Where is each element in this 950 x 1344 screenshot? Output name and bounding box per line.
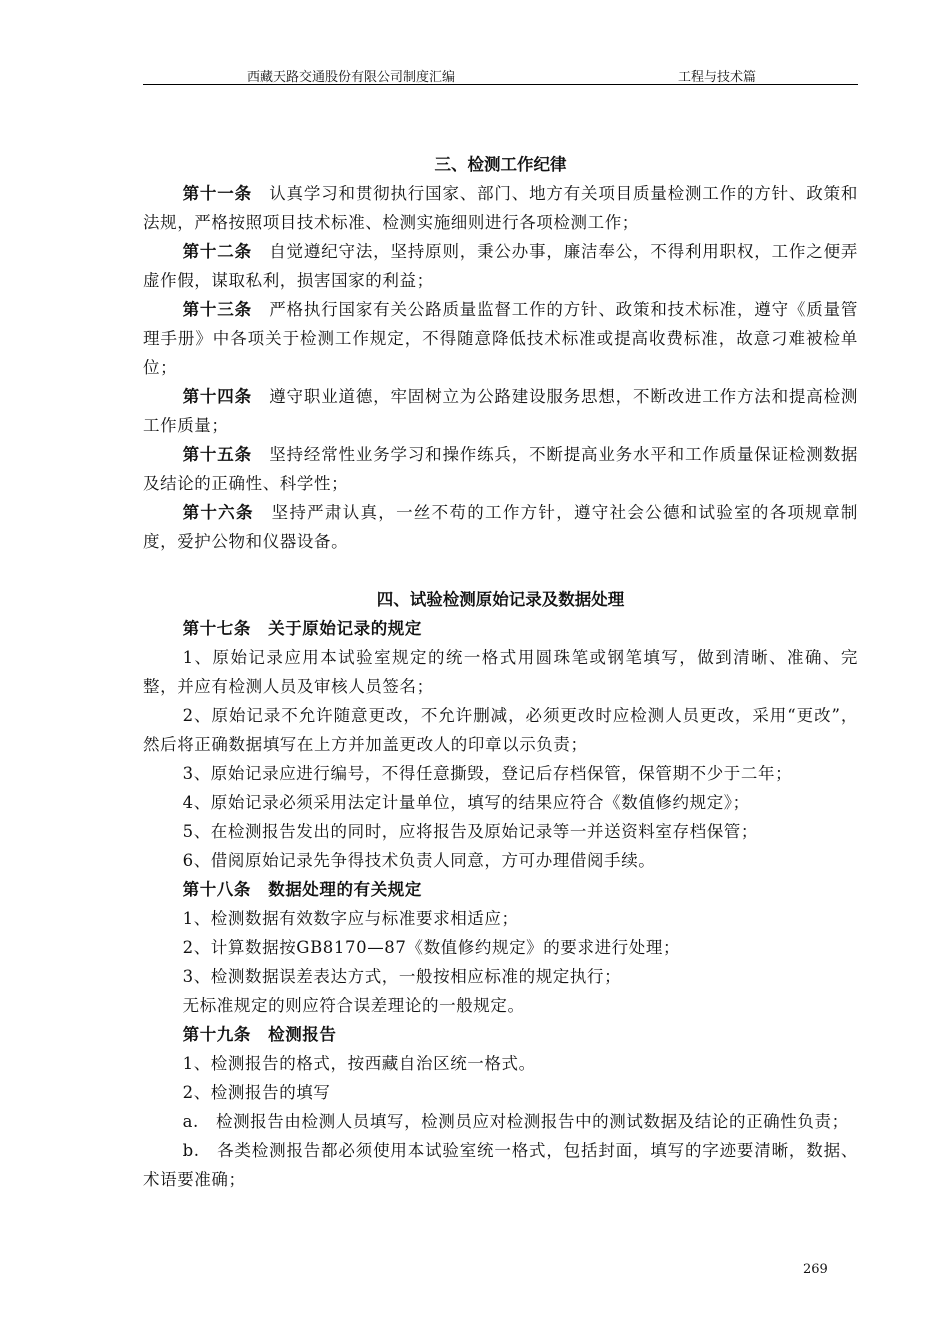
article-label: 第十一条 xyxy=(182,184,252,203)
article-17-item: 1、原始记录应用本试验室规定的统一格式用圆珠笔或钢笔填写，做到清晰、准确、完整，并应有检测人员及审核人员签名； xyxy=(143,648,858,696)
article-19-item: b. 各类检测报告都必须使用本试验室统一格式，包括封面，填写的字迹要清晰，数据、术语要准确； xyxy=(143,1141,858,1189)
article-19-title: 第十九条 检测报告 xyxy=(182,1025,337,1044)
article-18-item: 无标准规定的则应符合误差理论的一般规定。 xyxy=(182,996,525,1015)
article-label: 第十五条 xyxy=(182,445,252,464)
article-12 xyxy=(143,237,858,295)
article-15 xyxy=(143,440,858,498)
article-text: 严格执行国家有关公路质量监督工作的方针、政策和技术标准，遵守《质量管理手册》中各项关于检测工作规定，不得随意降低技术标准或提高收费标准，故意刁难被检单位； xyxy=(143,300,858,377)
article-text: 自觉遵纪守法，坚持原则，秉公办事，廉洁奉公，不得利用职权，工作之便弄虚作假，谋取私利，损害国家的利益； xyxy=(143,242,858,290)
article-text: 认真学习和贯彻执行国家、部门、地方有关项目质量检测工作的方针、政策和法规，严格按照项目技术标准、检测实施细则进行各项检测工作； xyxy=(143,184,858,232)
article-18-item: 3、检测数据误差表达方式，一般按相应标准的规定执行； xyxy=(182,967,622,986)
article-18-item: 2、计算数据按GB8170—87《数值修约规定》的要求进行处理； xyxy=(182,938,681,957)
page-content xyxy=(143,150,858,1194)
header-section: 工程与技术篇 xyxy=(678,70,757,85)
article-11 xyxy=(143,179,858,237)
page-number: 269 xyxy=(803,1262,828,1277)
article-19-item: 1、检测报告的格式，按西藏自治区统一格式。 xyxy=(182,1054,536,1073)
article-19-item: a. 检测报告由检测人员填写，检测员应对检测报告中的测试数据及结论的正确性负责； xyxy=(182,1112,849,1131)
section3-title: 三、检测工作纪律 xyxy=(434,155,567,174)
article-14 xyxy=(143,382,858,440)
article-18-item: 1、检测数据有效数字应与标准要求相适应； xyxy=(182,909,519,928)
article-17-item: 6、借阅原始记录先争得技术负责人同意，方可办理借阅手续。 xyxy=(182,851,656,870)
section4-title: 四、试验检测原始记录及数据处理 xyxy=(376,590,625,609)
article-17-item: 2、原始记录不允许随意更改，不允许删减，必须更改时应检测人员更改，采用“更改”，然后将正确数据填写在上方并加盖更改人的印章以示负责； xyxy=(143,706,858,754)
article-label: 第十二条 xyxy=(182,242,252,261)
article-label: 第十六条 xyxy=(182,503,254,522)
article-17-item: 5、在检测报告发出的同时，应将报告及原始记录等一并送资料室存档保管； xyxy=(182,822,758,841)
article-text: 遵守职业道德，牢固树立为公路建设服务思想，不断改进工作方法和提高检测工作质量； xyxy=(143,387,858,435)
article-19-item: 2、检测报告的填写 xyxy=(182,1083,331,1102)
article-18-title: 第十八条 数据处理的有关规定 xyxy=(182,880,422,899)
header-company: 西藏天路交通股份有限公司制度汇编 xyxy=(247,70,456,85)
article-13 xyxy=(143,295,858,382)
article-label: 第十四条 xyxy=(182,387,252,406)
article-text: 坚持严肃认真，一丝不苟的工作方针，遵守社会公德和试验室的各项规章制度，爱护公物和仪器设备。 xyxy=(143,503,858,551)
page-header xyxy=(143,66,858,85)
article-17-title: 第十七条 关于原始记录的规定 xyxy=(182,619,422,638)
article-17-item: 3、原始记录应进行编号，不得任意撕毁，登记后存档保管，保管期不少于二年； xyxy=(182,764,793,783)
article-17-item: 4、原始记录必须采用法定计量单位，填写的结果应符合《数值修约规定》； xyxy=(182,793,750,812)
article-text: 坚持经常性业务学习和操作练兵，不断提高业务水平和工作质量保证检测数据及结论的正确性、科学性； xyxy=(143,445,858,493)
article-label: 第十三条 xyxy=(182,300,252,319)
article-16 xyxy=(143,498,858,556)
